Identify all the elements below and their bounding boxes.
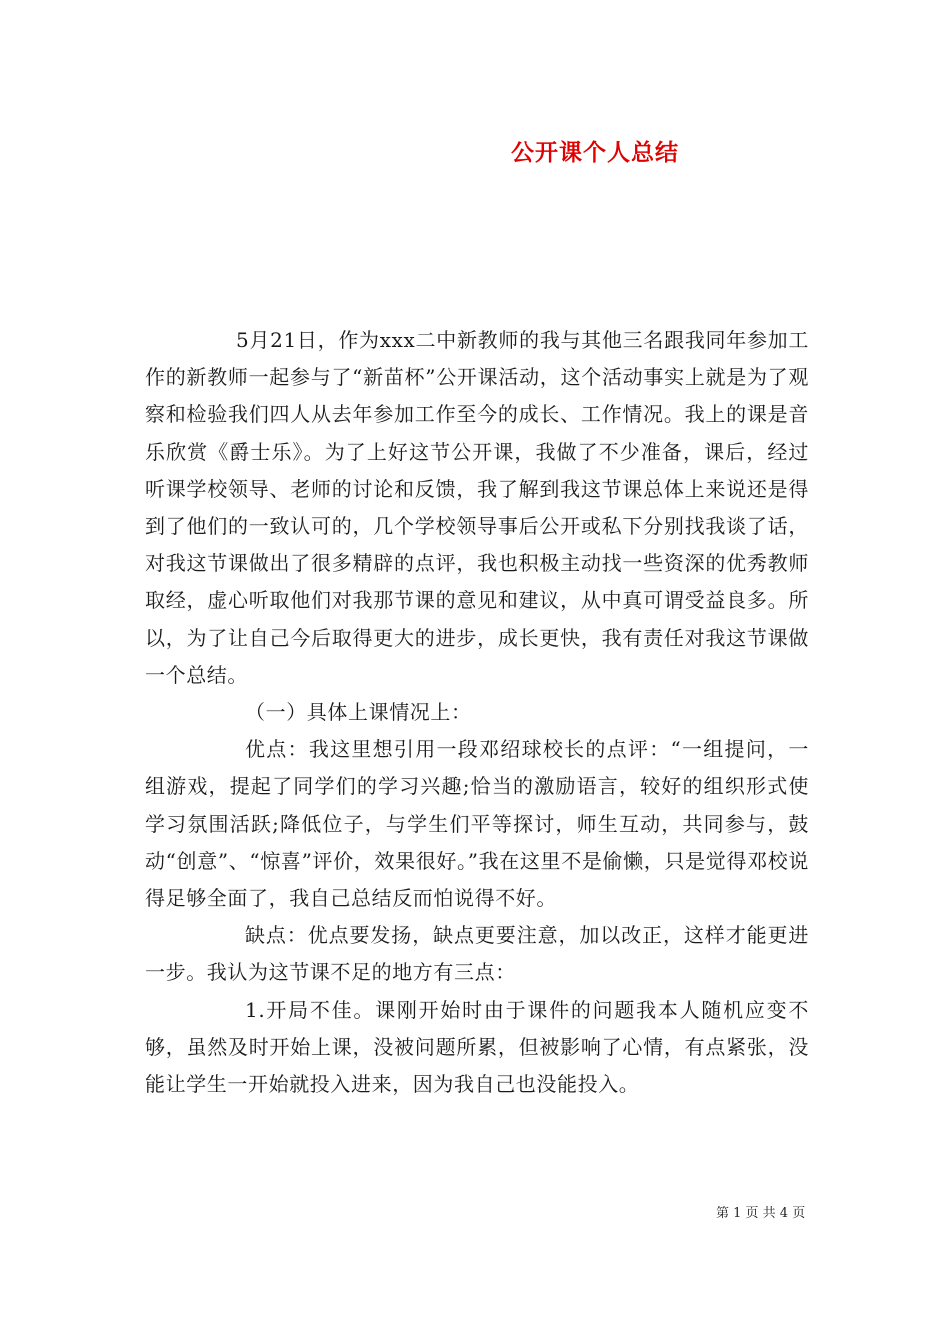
paragraph-strengths: 优点：我这里想引用一段邓绍球校长的点评：“一组提问，一组游戏，提起了同学们的学习兴趣;恰当的激励语言，较好的组织形式使学习氛围活跃;降低位子，与学生们平等探讨，师生互动，共同参与，鼓动“创意”、“惊喜”评价，效果很好。”我在这里不是偷懒，只是觉得邓校说得足够全面了，我自己总结反而怕说得不好。 bbox=[145, 737, 809, 911]
document-title: 公开课个人总结 bbox=[511, 140, 679, 166]
paragraph-point-1: 1.开局不佳。课刚开始时由于课件的问题我本人随机应变不够，虽然及时开始上课，没被问题所累，但被影响了心情，有点紧张，没能让学生一开始就投入进来，因为我自己也没能投入。 bbox=[145, 997, 809, 1097]
paragraph-section-heading: （一）具体上课情况上： bbox=[245, 700, 472, 725]
paragraph-weaknesses: 缺点：优点要发扬，缺点更要注意，加以改正，这样才能更进一步。我认为这节课不足的地方有三点： bbox=[145, 923, 809, 985]
paragraph-intro: 5月21日，作为xxx二中新教师的我与其他三名跟我同年参加工作的新教师一起参与了“新苗杯”公开课活动，这个活动事实上就是为了观察和检验我们四人从去年参加工作至今的成长、工作情况。我上的课是音乐欣赏《爵士乐》。为了上好这节公开课，我做了不少准备，课后，经过听课学校领导、老师的讨论和反馈，我了解到我这节课总体上来说还是得到了他们的一致认可的，几个学校领导事后公开或私下分别找我谈了话，对我这节课做出了很多精辟的点评，我也积极主动找一些资深的优秀教师取经，虚心听取他们对我那节课的意见和建议，从中真可谓受益良多。所以，为了让自己今后取得更大的进步，成长更快，我有责任对我这节课做一个总结。 bbox=[145, 328, 809, 687]
page-number: 第 1 页 共 4 页 bbox=[716, 1206, 806, 1221]
document-body bbox=[145, 322, 809, 1103]
